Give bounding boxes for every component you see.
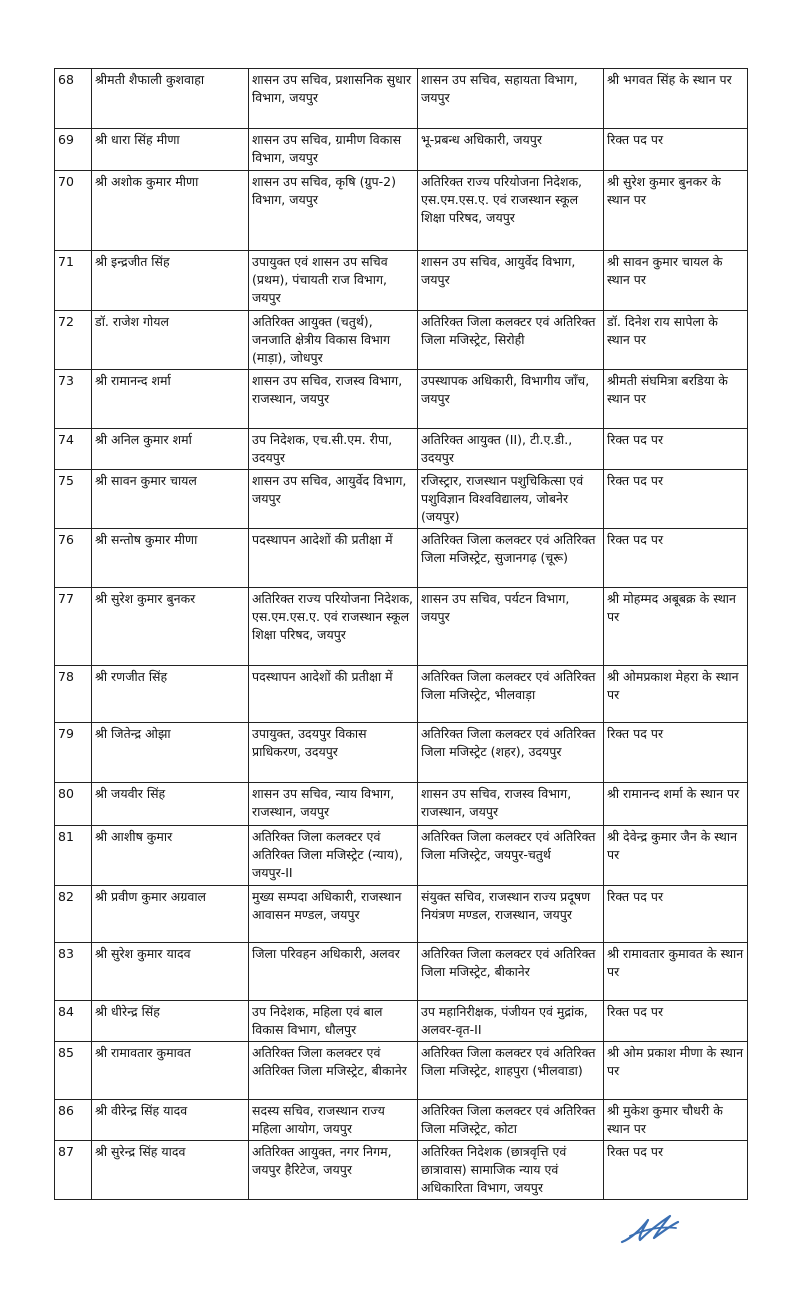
table-row [55,666,748,723]
new-posting: संयुक्त सचिव, राजस्थान राज्य प्रदूषण नियंत्रण मण्डल, राजस्थान, जयपुर [418,886,604,943]
officer-name: श्री जयवीर सिंह [92,783,249,826]
officer-name: श्रीमती शैफाली कुशवाहा [92,69,249,129]
new-posting: अतिरिक्त आयुक्त (II), टी.ए.डी., उदयपुर [418,429,604,470]
current-posting: उपायुक्त, उदयपुर विकास प्राधिकरण, उदयपुर [249,723,418,783]
current-posting: शासन उप सचिव, ग्रामीण विकास विभाग, जयपुर [249,129,418,171]
new-posting: अतिरिक्त निदेशक (छात्रवृत्ति एवं छात्रावास) सामाजिक न्याय एवं अधिकारिता विभाग, जयपुर [418,1141,604,1200]
officer-name: श्री वीरेन्द्र सिंह यादव [92,1100,249,1141]
table-row [55,1001,748,1042]
current-posting: अतिरिक्त आयुक्त (चतुर्थ), जनजाति क्षेत्रीय विकास विभाग (माड़ा), जोधपुर [249,311,418,370]
table-row [55,171,748,251]
new-posting: अतिरिक्त जिला कलक्टर एवं अतिरिक्त जिला मजिस्ट्रेट, जयपुर-चतुर्थ [418,826,604,886]
current-posting: शासन उप सचिव, कृषि (ग्रुप-2) विभाग, जयपुर [249,171,418,251]
new-posting: भू-प्रबन्ध अधिकारी, जयपुर [418,129,604,171]
remark: रिक्त पद पर [604,129,748,171]
current-posting: अतिरिक्त आयुक्त, नगर निगम, जयपुर हैरिटेज, जयपुर [249,1141,418,1200]
remark: रिक्त पद पर [604,429,748,470]
serial-number: 85 [55,1042,92,1100]
current-posting: मुख्य सम्पदा अधिकारी, राजस्थान आवासन मण्डल, जयपुर [249,886,418,943]
officer-name: श्री रामावतार कुमावत [92,1042,249,1100]
current-posting: शासन उप सचिव, प्रशासनिक सुधार विभाग, जयपुर [249,69,418,129]
new-posting: अतिरिक्त जिला कलक्टर एवं अतिरिक्त जिला मजिस्ट्रेट, सुजानगढ़ (चूरू) [418,529,604,588]
officer-name: श्री आशीष कुमार [92,826,249,886]
current-posting: उप निदेशक, एच.सी.एम. रीपा, उदयपुर [249,429,418,470]
officer-name: श्री सावन कुमार चायल [92,470,249,529]
officer-name: श्री सुरेन्द्र सिंह यादव [92,1141,249,1200]
remark: रिक्त पद पर [604,723,748,783]
new-posting: अतिरिक्त जिला कलक्टर एवं अतिरिक्त जिला मजिस्ट्रेट, बीकानेर [418,943,604,1001]
officer-name: श्री रामानन्द शर्मा [92,370,249,429]
table-row [55,69,748,129]
serial-number: 78 [55,666,92,723]
table-row [55,943,748,1001]
current-posting: अतिरिक्त जिला कलक्टर एवं अतिरिक्त जिला मजिस्ट्रेट (न्याय), जयपुर-II [249,826,418,886]
remark: श्री भगवत सिंह के स्थान पर [604,69,748,129]
new-posting: शासन उप सचिव, आयुर्वेद विभाग, जयपुर [418,251,604,311]
table-row [55,429,748,470]
new-posting: शासन उप सचिव, राजस्व विभाग, राजस्थान, जयपुर [418,783,604,826]
table-row [55,783,748,826]
new-posting: अतिरिक्त जिला कलक्टर एवं अतिरिक्त जिला मजिस्ट्रेट, भीलवाड़ा [418,666,604,723]
transfer-order-table [54,68,748,1200]
serial-number: 68 [55,69,92,129]
new-posting: उपस्थापक अधिकारी, विभागीय जाँच, जयपुर [418,370,604,429]
remark: रिक्त पद पर [604,529,748,588]
officer-name: श्री सुरेश कुमार बुनकर [92,588,249,666]
current-posting: पदस्थापन आदेशों की प्रतीक्षा में [249,529,418,588]
serial-number: 81 [55,826,92,886]
current-posting: शासन उप सचिव, न्याय विभाग, राजस्थान, जयपुर [249,783,418,826]
new-posting: अतिरिक्त राज्य परियोजना निदेशक, एस.एम.एस.ए. एवं राजस्थान स्कूल शिक्षा परिषद, जयपुर [418,171,604,251]
officer-name: श्री अशोक कुमार मीणा [92,171,249,251]
serial-number: 72 [55,311,92,370]
remark: श्री सावन कुमार चायल के स्थान पर [604,251,748,311]
new-posting: अतिरिक्त जिला कलक्टर एवं अतिरिक्त जिला मजिस्ट्रेट, शाहपुरा (भीलवाडा) [418,1042,604,1100]
remark: श्री रामानन्द शर्मा के स्थान पर [604,783,748,826]
serial-number: 69 [55,129,92,171]
serial-number: 77 [55,588,92,666]
table-row [55,311,748,370]
table-row [55,129,748,171]
officer-name: श्री धीरेन्द्र सिंह [92,1001,249,1042]
serial-number: 84 [55,1001,92,1042]
remark: श्री ओम प्रकाश मीणा के स्थान पर [604,1042,748,1100]
officer-name: श्री जितेन्द्र ओझा [92,723,249,783]
officer-name: श्री रणजीत सिंह [92,666,249,723]
current-posting: पदस्थापन आदेशों की प्रतीक्षा में [249,666,418,723]
remark: श्री सुरेश कुमार बुनकर के स्थान पर [604,171,748,251]
remark: श्री मुकेश कुमार चौधरी के स्थान पर [604,1100,748,1141]
current-posting: शासन उप सचिव, राजस्व विभाग, राजस्थान, जयपुर [249,370,418,429]
remark: डॉ. दिनेश राय सापेला के स्थान पर [604,311,748,370]
officer-name: श्री इन्द्रजीत सिंह [92,251,249,311]
current-posting: अतिरिक्त जिला कलक्टर एवं अतिरिक्त जिला मजिस्ट्रेट, बीकानेर [249,1042,418,1100]
new-posting: अतिरिक्त जिला कलक्टर एवं अतिरिक्त जिला मजिस्ट्रेट (शहर), उदयपुर [418,723,604,783]
table-row [55,1141,748,1200]
serial-number: 79 [55,723,92,783]
current-posting: उपायुक्त एवं शासन उप सचिव (प्रथम), पंचायती राज विभाग, जयपुर [249,251,418,311]
serial-number: 86 [55,1100,92,1141]
serial-number: 70 [55,171,92,251]
serial-number: 82 [55,886,92,943]
officer-name: श्री सुरेश कुमार यादव [92,943,249,1001]
serial-number: 80 [55,783,92,826]
serial-number: 73 [55,370,92,429]
table-row [55,886,748,943]
serial-number: 76 [55,529,92,588]
table-row [55,529,748,588]
current-posting: शासन उप सचिव, आयुर्वेद विभाग, जयपुर [249,470,418,529]
remark: श्री ओमप्रकाश मेहरा के स्थान पर [604,666,748,723]
new-posting: उप महानिरीक्षक, पंजीयन एवं मुद्रांक, अलवर-वृत-II [418,1001,604,1042]
remark: श्री रामावतार कुमावत के स्थान पर [604,943,748,1001]
serial-number: 87 [55,1141,92,1200]
current-posting: उप निदेशक, महिला एवं बाल विकास विभाग, धौलपुर [249,1001,418,1042]
remark: रिक्त पद पर [604,1141,748,1200]
officer-name: श्री अनिल कुमार शर्मा [92,429,249,470]
remark: श्री मोहम्मद अबूबक्र के स्थान पर [604,588,748,666]
new-posting: अतिरिक्त जिला कलक्टर एवं अतिरिक्त जिला मजिस्ट्रेट, कोटा [418,1100,604,1141]
officer-name: श्री धारा सिंह मीणा [92,129,249,171]
officer-name: डॉ. राजेश गोयल [92,311,249,370]
table-row [55,370,748,429]
table-row [55,723,748,783]
current-posting: अतिरिक्त राज्य परियोजना निदेशक, एस.एम.एस.ए. एवं राजस्थान स्कूल शिक्षा परिषद, जयपुर [249,588,418,666]
table-row [55,826,748,886]
serial-number: 71 [55,251,92,311]
remark: रिक्त पद पर [604,1001,748,1042]
officer-name: श्री सन्तोष कुमार मीणा [92,529,249,588]
serial-number: 83 [55,943,92,1001]
table-row [55,251,748,311]
table-row [55,1100,748,1141]
new-posting: रजिस्ट्रार, राजस्थान पशुचिकित्सा एवं पशुविज्ञान विश्वविद्यालय, जोबनेर (जयपुर) [418,470,604,529]
remark: रिक्त पद पर [604,886,748,943]
officer-name: श्री प्रवीण कुमार अग्रवाल [92,886,249,943]
table-row [55,1042,748,1100]
new-posting: शासन उप सचिव, पर्यटन विभाग, जयपुर [418,588,604,666]
serial-number: 74 [55,429,92,470]
remark: श्री देवेन्द्र कुमार जैन के स्थान पर [604,826,748,886]
current-posting: जिला परिवहन अधिकारी, अलवर [249,943,418,1001]
table-row [55,588,748,666]
handwritten-signature-icon [618,1208,682,1248]
remark: रिक्त पद पर [604,470,748,529]
table-row [55,470,748,529]
remark: श्रीमती संघमित्रा बरडिया के स्थान पर [604,370,748,429]
new-posting: शासन उप सचिव, सहायता विभाग, जयपुर [418,69,604,129]
new-posting: अतिरिक्त जिला कलक्टर एवं अतिरिक्त जिला मजिस्ट्रेट, सिरोही [418,311,604,370]
serial-number: 75 [55,470,92,529]
current-posting: सदस्य सचिव, राजस्थान राज्य महिला आयोग, जयपुर [249,1100,418,1141]
